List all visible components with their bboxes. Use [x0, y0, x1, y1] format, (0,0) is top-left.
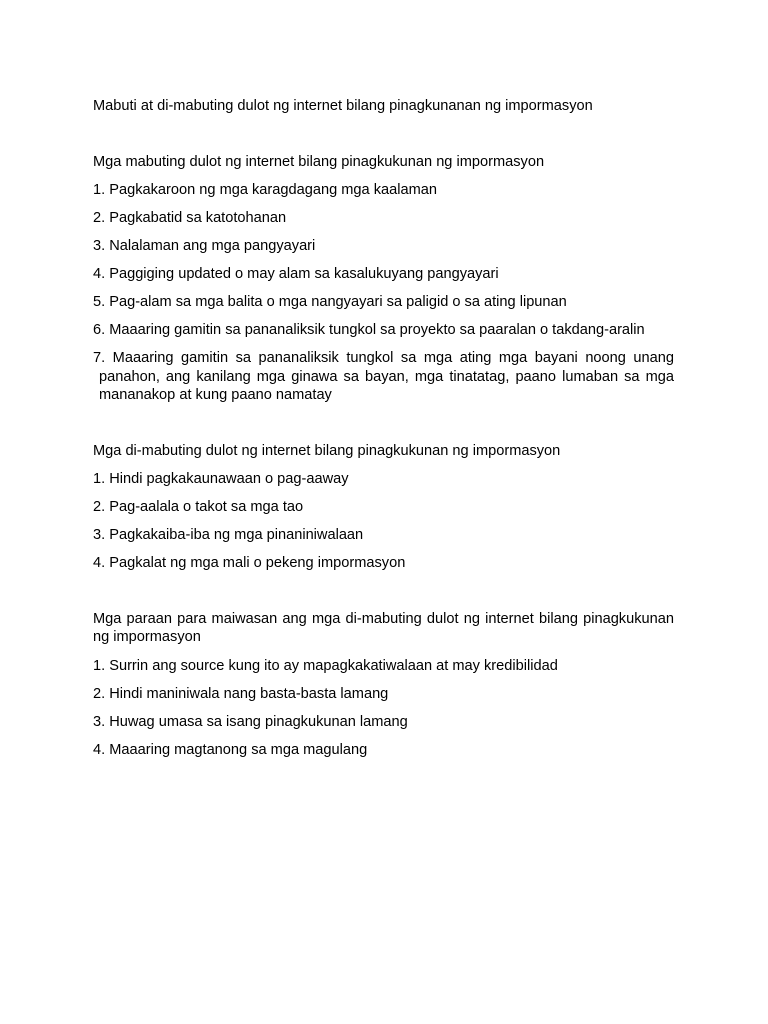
- list-item: 7. Maaaring gamitin sa pananaliksik tungkol sa mga ating mga bayani noong unang panahon, ang kanilang mga ginawa sa bayan, mga tinatatag, paano lumaban sa mga mananakop at kung paano namatay: [93, 350, 674, 403]
- list-item: 4. Pagkalat ng mga mali o pekeng impormasyon: [93, 555, 406, 571]
- list-item: 3. Huwag umasa sa isang pinagkukunan lamang: [93, 713, 408, 730]
- good-effects-list: [93, 181, 674, 405]
- list-item: 5. Pag-alam sa mga balita o mga nangyayari sa paligid o sa ating lipunan: [93, 294, 567, 310]
- section-heading: Mga paraan para maiwasan ang mga di-mabuting dulot ng internet bilang pinagkukunan ng impormasyon: [93, 610, 674, 645]
- section-prevention: [93, 610, 674, 760]
- list-item: 4. Paggiging updated o may alam sa kasalukuyang pangyayari: [93, 266, 499, 282]
- section-heading: Mga di-mabuting dulot ng internet bilang pinagkukunan ng impormasyon: [93, 442, 561, 459]
- list-item: 3. Pagkakaiba-iba ng mga pinaniniwalaan: [93, 527, 364, 543]
- list-item: 2. Pagkabatid sa katotohanan: [93, 210, 287, 226]
- section-good-effects: [93, 153, 674, 405]
- list-item: 1. Surrin ang source kung ito ay mapagkakatiwalaan at may kredibilidad: [93, 657, 558, 674]
- document-title: Mabuti at di-mabuting dulot ng internet bilang pinagkunanan ng impormasyon: [93, 98, 593, 114]
- list-item: 1. Pagkakaroon ng mga karagdagang mga kaalaman: [93, 182, 437, 198]
- prevention-list: [93, 657, 674, 760]
- document-body: [93, 97, 674, 796]
- section-heading: Mga mabuting dulot ng internet bilang pinagkukunan ng impormasyon: [93, 153, 545, 170]
- list-item: 2. Hindi maniniwala nang basta-basta lamang: [93, 685, 389, 702]
- list-item: 1. Hindi pagkakaunawaan o pag-aaway: [93, 471, 349, 487]
- list-item: 6. Maaaring gamitin sa pananaliksik tungkol sa proyekto sa paaralan o takdang-aralin: [93, 322, 645, 338]
- bad-effects-list: [93, 470, 674, 573]
- section-bad-effects: [93, 442, 674, 573]
- list-item: 2. Pag-aalala o takot sa mga tao: [93, 499, 304, 515]
- list-item: 3. Nalalaman ang mga pangyayari: [93, 238, 316, 254]
- list-item: 4. Maaaring magtanong sa mga magulang: [93, 741, 368, 758]
